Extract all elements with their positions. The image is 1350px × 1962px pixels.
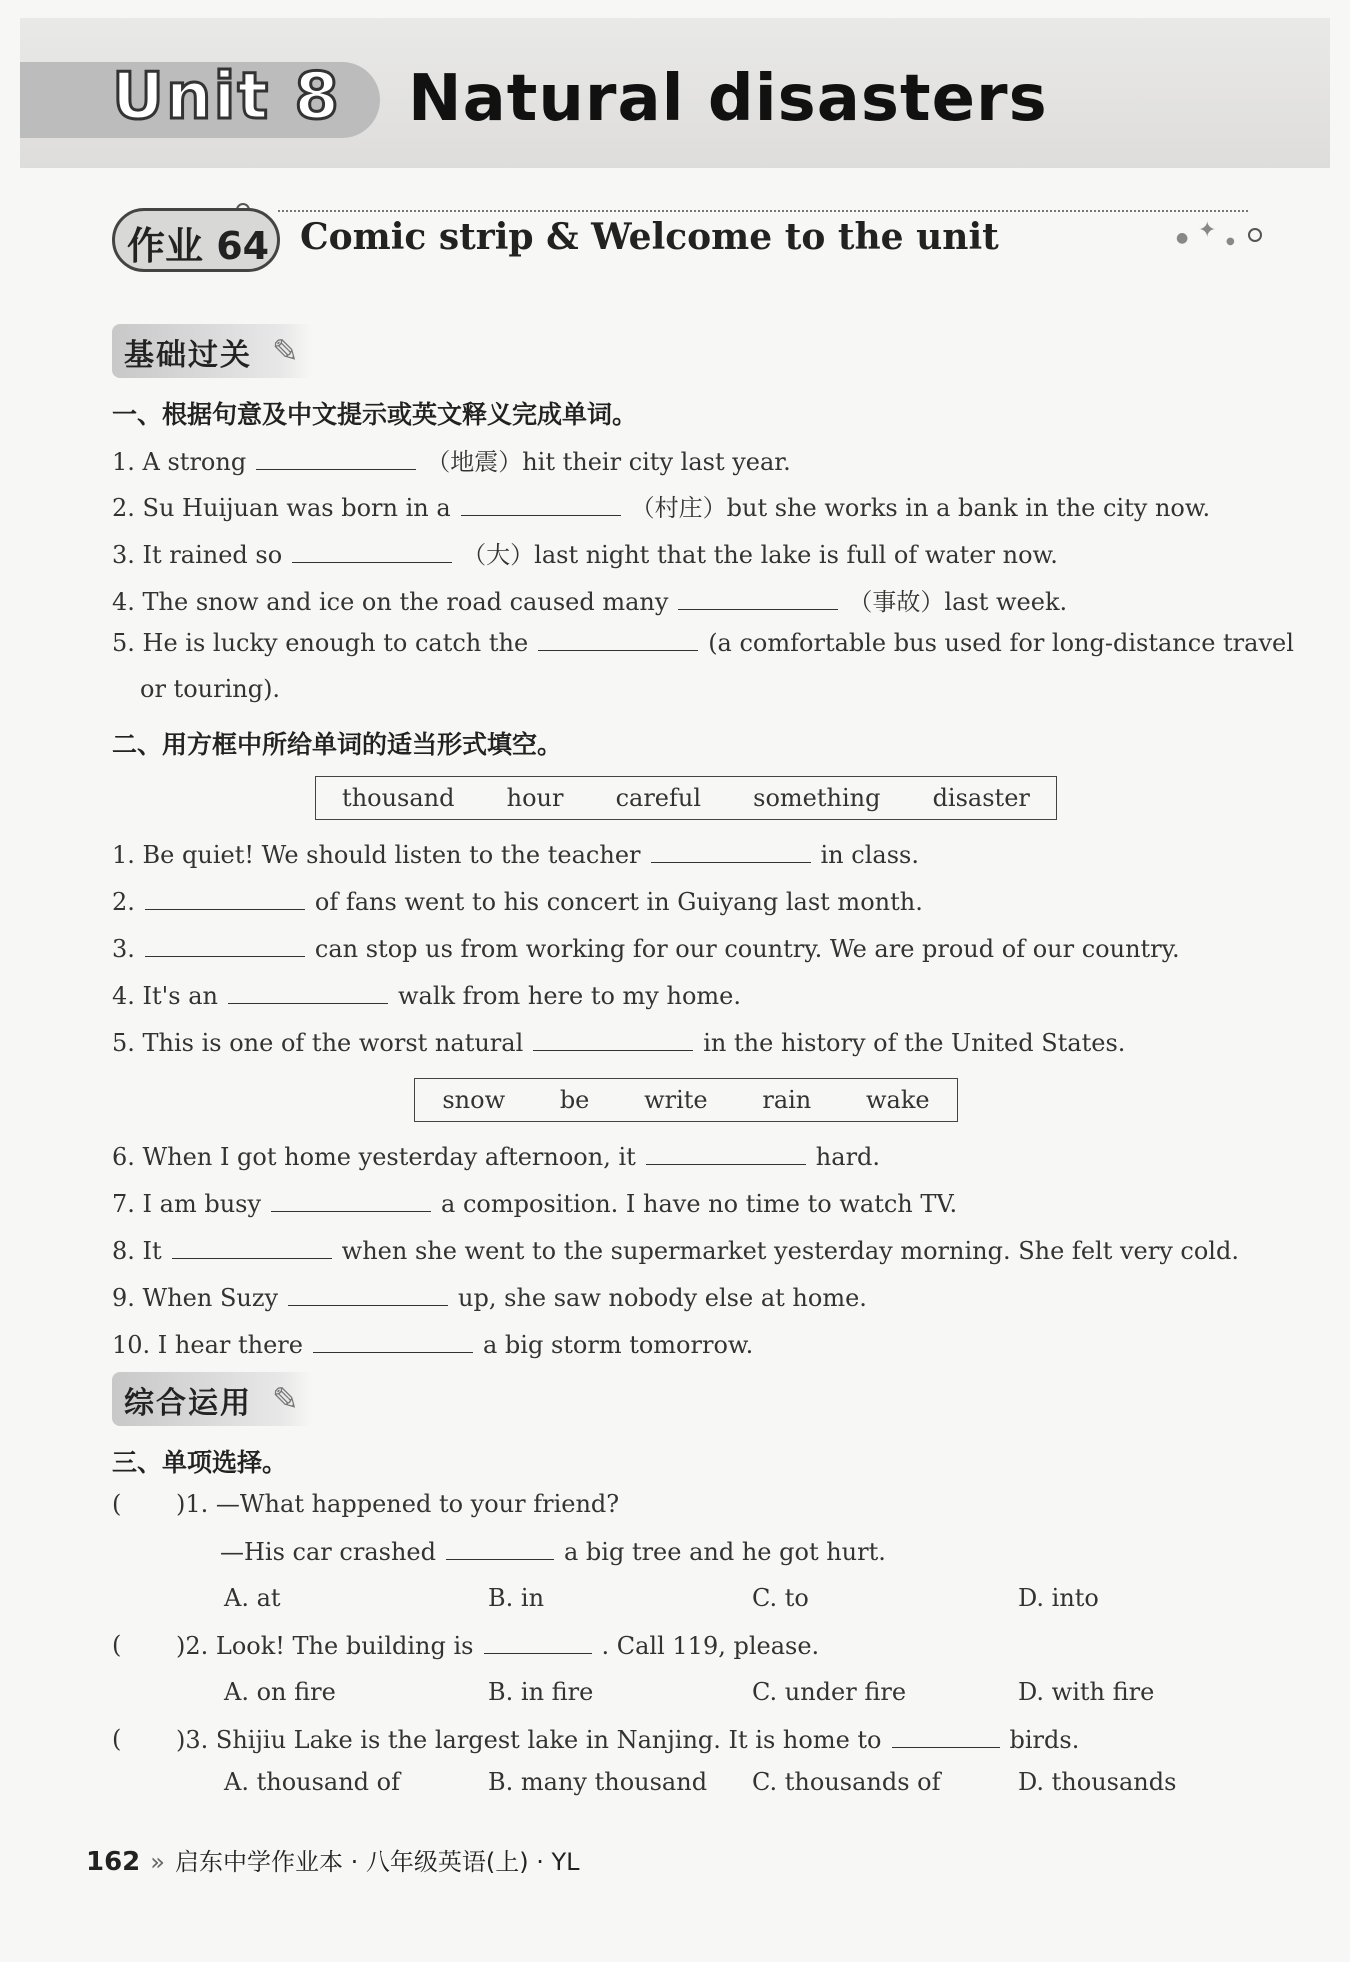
option-a[interactable]: A. at (224, 1584, 281, 1612)
answer-blank[interactable] (484, 1631, 592, 1654)
page-number: 162 (86, 1847, 141, 1877)
word-box-word: something (753, 784, 881, 812)
choice-question: ( )1. —What happened to your friend? (112, 1490, 620, 1518)
section-tab-application: 综合运用 ✎ (112, 1372, 312, 1426)
word-box-word: careful (615, 784, 702, 812)
exercise-item: 3. can stop us from working for our country. We are proud of our country. (112, 935, 1180, 963)
exercise-item: 7. I am busy a composition. I have no time to watch TV. (112, 1190, 958, 1218)
page-footer (86, 1842, 580, 1877)
dot-icon: ● (1176, 230, 1189, 246)
section1-heading: 一、根据句意及中文提示或英文释义完成单词。 (112, 400, 638, 429)
word-box-word: hour (506, 784, 564, 812)
answer-blank[interactable] (145, 887, 305, 910)
section-tab-basics: 基础过关 ✎ (112, 324, 312, 378)
option-c[interactable]: C. to (752, 1584, 809, 1612)
option-a[interactable]: A. thousand of (224, 1768, 401, 1796)
option-d[interactable]: D. thousands (1018, 1768, 1177, 1796)
choice-question: ( )2. Look! The building is . Call 119, please. (112, 1631, 820, 1660)
lesson-number: 作业 64 (127, 224, 270, 268)
pencil-icon: ✎ (272, 1380, 299, 1418)
answer-blank[interactable] (533, 1028, 693, 1051)
pencil-icon: ✎ (272, 332, 299, 370)
word-box-word: be (559, 1086, 590, 1114)
option-b[interactable]: B. in fire (488, 1678, 594, 1706)
exercise-item: 5. This is one of the worst natural in the history of the United States. (112, 1029, 1126, 1057)
sparkle-icon: ✦ (1198, 218, 1217, 243)
double-chevron-icon: » (150, 1848, 165, 1876)
header-dotted-line (278, 210, 1248, 212)
unit-title: Natural disasters (408, 62, 1048, 136)
answer-blank[interactable] (461, 493, 621, 516)
answer-blank[interactable] (892, 1725, 1000, 1748)
word-box-word: wake (865, 1086, 930, 1114)
exercise-item: 2. of fans went to his concert in Guiyang last month. (112, 888, 923, 916)
section3-heading: 三、单项选择。 (112, 1448, 288, 1477)
answer-paren[interactable]: ( (112, 1490, 122, 1518)
exercise-item: 9. When Suzy up, she saw nobody else at home. (112, 1284, 867, 1312)
answer-blank[interactable] (288, 1283, 448, 1306)
answer-paren[interactable]: ( (112, 1631, 122, 1659)
answer-blank[interactable] (651, 840, 811, 863)
exercise-item: 10. I hear there a big storm tomorrow. (112, 1331, 754, 1359)
answer-paren[interactable]: ( (112, 1725, 122, 1753)
choice-question-reply: —His car crashed a big tree and he got hurt. (220, 1538, 886, 1566)
word-box-word: disaster (932, 784, 1030, 812)
answer-blank[interactable] (678, 587, 838, 610)
choice-question: ( )3. Shijiu Lake is the largest lake in Nanjing. It is home to birds. (112, 1725, 1080, 1754)
option-c[interactable]: C. under fire (752, 1678, 907, 1706)
exercise-item: 1. A strong （地震）hit their city last year. (112, 448, 791, 476)
option-b[interactable]: B. many thousand (488, 1768, 708, 1796)
option-c[interactable]: C. thousands of (752, 1768, 941, 1796)
option-d[interactable]: D. into (1018, 1584, 1099, 1612)
word-box-word: snow (442, 1086, 506, 1114)
word-box (315, 776, 1057, 820)
answer-blank[interactable] (313, 1330, 473, 1353)
section2-heading: 二、用方框中所给单词的适当形式填空。 (112, 730, 563, 759)
exercise-item: 4. The snow and ice on the road caused many （事故）last week. (112, 588, 1068, 616)
unit-number: Unit 8 (112, 60, 341, 134)
book-title: 启东中学作业本 · 八年级英语(上) · YL (174, 1848, 580, 1876)
answer-blank[interactable] (538, 628, 698, 651)
option-a[interactable]: A. on fire (224, 1678, 336, 1706)
answer-blank[interactable] (646, 1142, 806, 1165)
answer-blank[interactable] (271, 1189, 431, 1212)
exercise-item: 4. It's an walk from here to my home. (112, 982, 741, 1010)
ring-dot-icon (1248, 228, 1262, 242)
exercise-item: 3. It rained so （大）last night that the lake is full of water now. (112, 541, 1058, 569)
word-box-word: rain (762, 1086, 812, 1114)
answer-blank[interactable] (172, 1236, 332, 1259)
answer-blank[interactable] (292, 540, 452, 563)
dot-icon: ● (1226, 236, 1235, 247)
exercise-item: 5. He is lucky enough to catch the (a comfortable bus used for long-distance travel (112, 629, 1294, 657)
exercise-item-continuation: or touring). (140, 675, 281, 703)
option-d[interactable]: D. with fire (1018, 1678, 1155, 1706)
option-b[interactable]: B. in (488, 1584, 545, 1612)
answer-blank[interactable] (145, 934, 305, 957)
word-box (414, 1078, 958, 1122)
word-box-word: write (644, 1086, 708, 1114)
answer-blank[interactable] (446, 1537, 554, 1560)
exercise-item: 8. It when she went to the supermarket yesterday morning. She felt very cold. (112, 1237, 1239, 1265)
answer-blank[interactable] (228, 981, 388, 1004)
exercise-item: 2. Su Huijuan was born in a （村庄）but she works in a bank in the city now. (112, 494, 1211, 522)
exercise-item: 1. Be quiet! We should listen to the teacher in class. (112, 841, 919, 869)
answer-blank[interactable] (256, 447, 416, 470)
lesson-badge (112, 208, 280, 272)
word-box-word: thousand (342, 784, 455, 812)
exercise-item: 6. When I got home yesterday afternoon, it hard. (112, 1143, 881, 1171)
lesson-title: Comic strip & Welcome to the unit (300, 216, 999, 258)
